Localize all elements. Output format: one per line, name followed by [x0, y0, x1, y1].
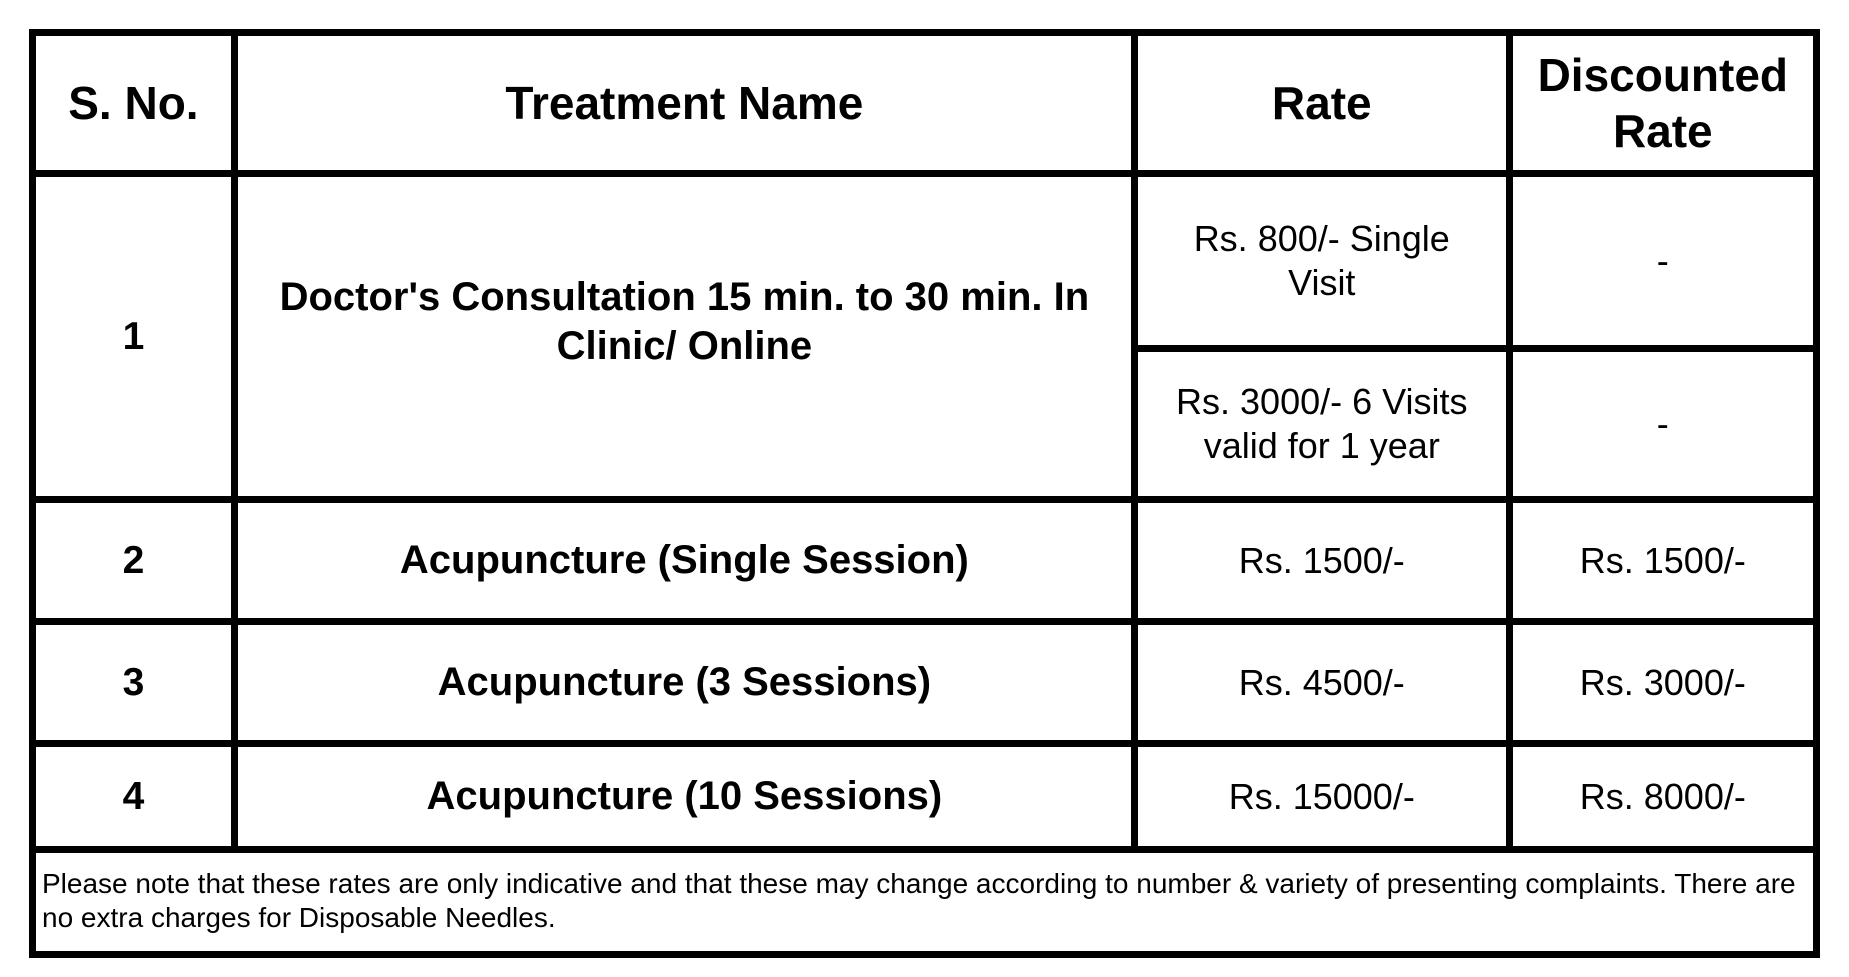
row-discounted-rate: Rs. 3000/-	[1509, 622, 1816, 744]
header-treatment-name: Treatment Name	[234, 33, 1134, 174]
row-sno: 4	[33, 744, 235, 850]
row-discounted-rate: Rs. 1500/-	[1509, 500, 1816, 622]
row-sno: 3	[33, 622, 235, 744]
row-sno: 1	[33, 174, 235, 500]
treatment-rate-table	[29, 29, 1820, 958]
row-rate: Rs. 4500/-	[1134, 622, 1509, 744]
header-sno: S. No.	[33, 33, 235, 174]
row-discounted-rate: -	[1509, 349, 1816, 500]
table-row	[33, 174, 1817, 349]
row-rate: Rs. 1500/-	[1134, 500, 1509, 622]
note-row	[33, 850, 1817, 955]
row-discounted-rate: Rs. 8000/-	[1509, 744, 1816, 850]
row-treatment-name: Acupuncture (10 Sessions)	[234, 744, 1134, 850]
table-row	[33, 500, 1817, 622]
row-rate: Rs. 3000/- 6 Visits valid for 1 year	[1134, 349, 1509, 500]
header-discounted-rate: Discounted Rate	[1509, 33, 1816, 174]
row-treatment-name: Doctor's Consultation 15 min. to 30 min. In Clinic/ Online	[234, 174, 1134, 500]
disclaimer-note: Please note that these rates are only indicative and that these may change according to number & variety of presenting complaints. There are no extra charges for Disposable Needles.	[33, 850, 1817, 955]
table-header-row	[33, 33, 1817, 174]
row-rate: Rs. 15000/-	[1134, 744, 1509, 850]
table-row	[33, 622, 1817, 744]
row-sno: 2	[33, 500, 235, 622]
row-discounted-rate: -	[1509, 174, 1816, 349]
table-row	[33, 744, 1817, 850]
row-treatment-name: Acupuncture (Single Session)	[234, 500, 1134, 622]
row-rate: Rs. 800/- Single Visit	[1134, 174, 1509, 349]
row-treatment-name: Acupuncture (3 Sessions)	[234, 622, 1134, 744]
header-rate: Rate	[1134, 33, 1509, 174]
